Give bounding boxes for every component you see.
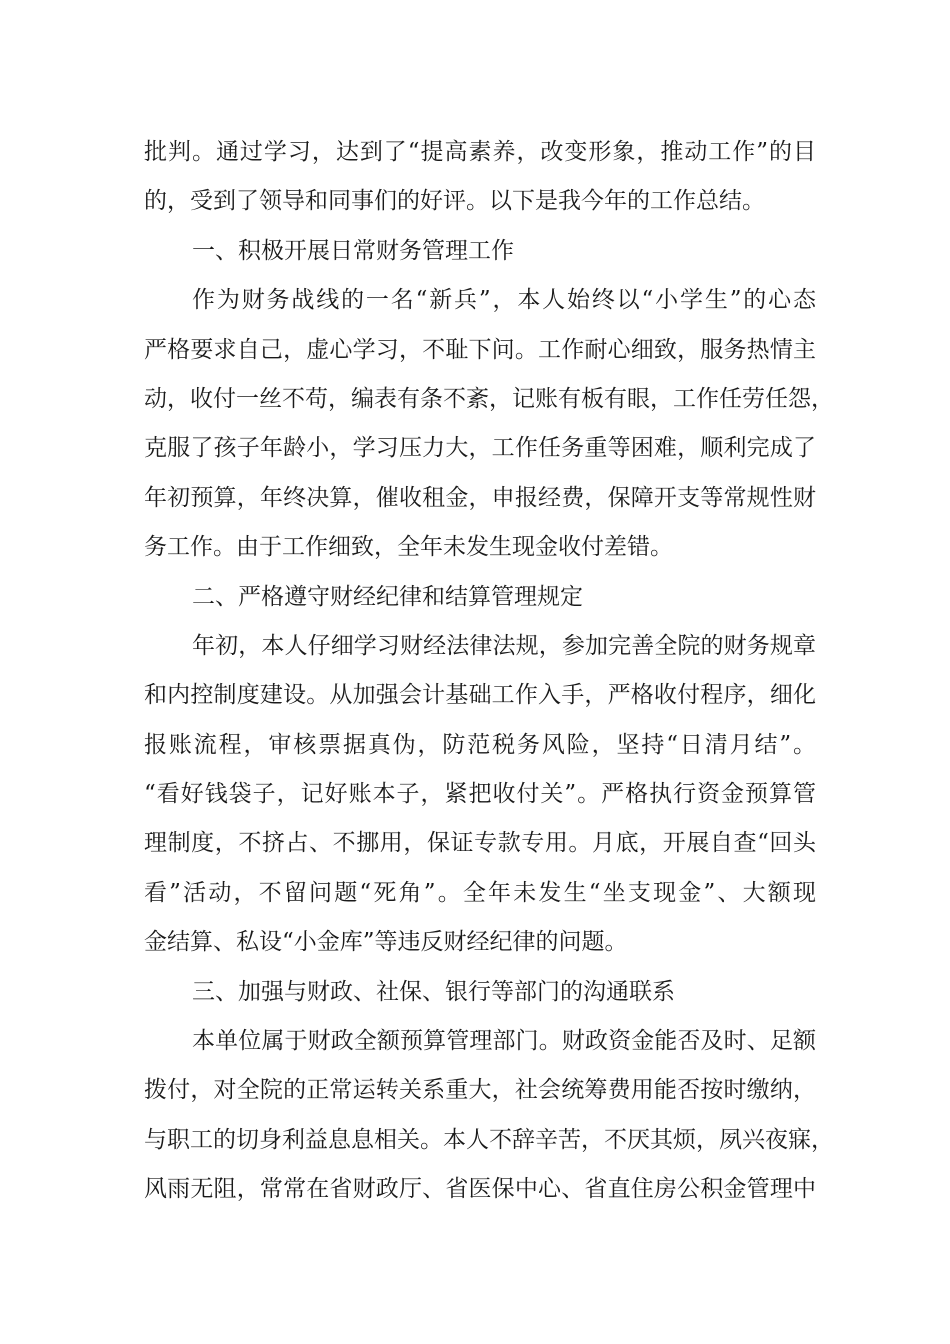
text-line: 动，收付一丝不苟，编表有条不紊，记账有板有眼，工作任劳任怨， (144, 385, 834, 412)
text-line: 与职工的切身利益息息相关。本人不辞辛苦，不厌其烦，夙兴夜寐， (144, 1126, 834, 1153)
text-line: 风雨无阻，常常在省财政厅、省医保中心、省直住房公积金管理中 (144, 1176, 816, 1203)
text-line: 年初，本人仔细学习财经法律法规，参加完善全院的财务规章 (192, 632, 816, 659)
text-line: 理制度，不挤占、不挪用，保证专款专用。月底，开展自查“回头 (144, 830, 816, 857)
text-line: 金结算、私设“小金库”等违反财经纪律的问题。 (144, 929, 628, 956)
text-line: 务工作。由于工作细致，全年未发生现金收付差错。 (144, 534, 673, 561)
section-heading: 一、积极开展日常财务管理工作 (192, 237, 514, 264)
document-body (144, 128, 834, 1215)
text-line: 和内控制度建设。从加强会计基础工作入手，严格收付程序，细化 (144, 682, 816, 709)
text-line: 本单位属于财政全额预算管理部门。财政资金能否及时、足额 (192, 1028, 816, 1055)
text-line: 报账流程，审核票据真伪，防范税务风险，坚持“日清月结”。 (144, 731, 816, 758)
text-line: 严格要求自己，虚心学习，不耻下问。工作耐心细致，服务热情主 (144, 336, 816, 363)
text-line: 拨付，对全院的正常运转关系重大，社会统筹费用能否按时缴纳， (144, 1077, 816, 1104)
text-line: “看好钱袋子，记好账本子，紧把收付关”。严格执行资金预算管 (144, 781, 816, 808)
text-line: 年初预算，年终决算，催收租金，申报经费，保障开支等常规性财 (144, 484, 816, 511)
text-line: 批判。通过学习，达到了“提高素养，改变形象，推动工作”的目 (144, 139, 816, 165)
section-heading: 二、严格遵守财经纪律和结算管理规定 (192, 583, 583, 610)
text-line: 看”活动，不留问题“死角”。全年未发生“坐支现金”、大额现 (144, 879, 816, 906)
text-line: 克服了孩子年龄小，学习压力大，工作任务重等困难，顺利完成了 (144, 435, 816, 462)
text-line: 作为财务战线的一名“新兵”，本人始终以“小学生”的心态 (192, 287, 816, 314)
section-heading: 三、加强与财政、社保、银行等部门的沟通联系 (192, 978, 675, 1005)
text-line: 的，受到了领导和同事们的好评。以下是我今年的工作总结。 (144, 188, 765, 215)
